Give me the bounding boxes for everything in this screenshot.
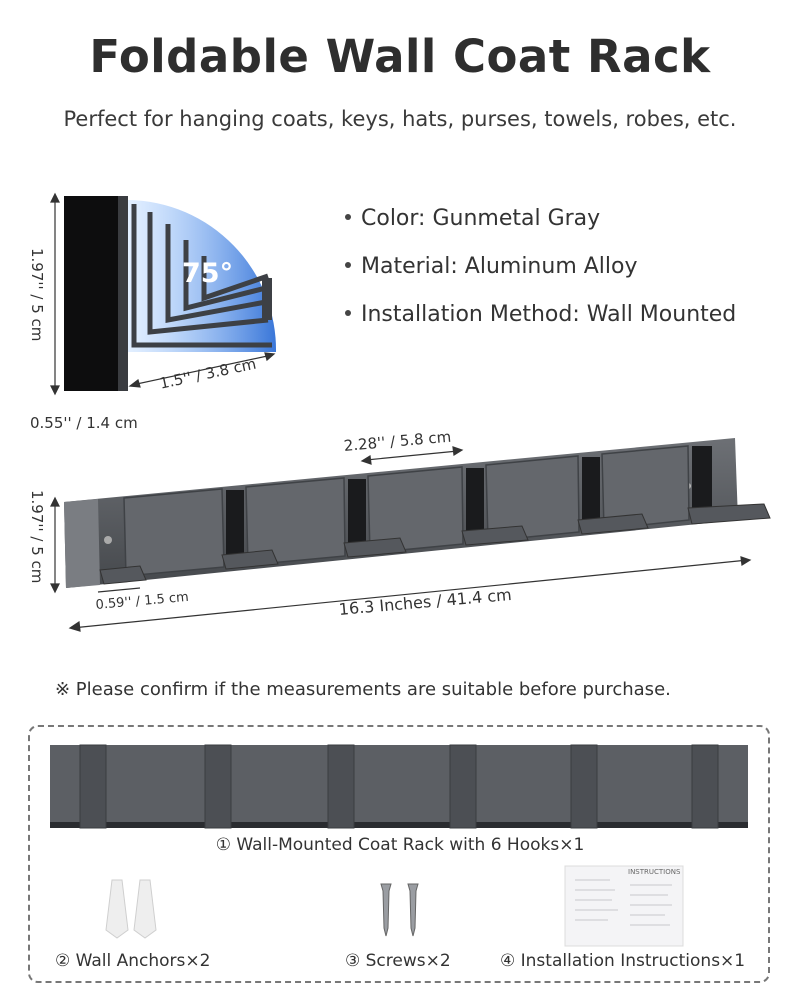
hook-length-label: 1.5'' / 3.8 cm <box>158 354 258 393</box>
instructions-sheet-title: INSTRUCTIONS <box>628 868 681 876</box>
angle-label: 75° <box>182 258 234 289</box>
screw-1 <box>381 884 391 936</box>
side-height-label: 1.97'' / 5 cm <box>28 248 46 342</box>
spec-installation: Installation Method: Wall Mounted <box>345 302 736 327</box>
instructions-sheet <box>565 866 683 946</box>
package-item-rack: ① Wall-Mounted Coat Rack with 6 Hooks×1 <box>215 835 585 855</box>
page-title: Foldable Wall Coat Rack <box>89 30 711 83</box>
package-item-anchors: ② Wall Anchors×2 <box>55 951 211 971</box>
hook-width-label: 0.59'' / 1.5 cm <box>95 589 190 613</box>
measurement-note: ※ Please confirm if the measurements are suitable before purchase. <box>55 679 671 700</box>
total-length-label: 16.3 Inches / 41.4 cm <box>338 584 513 619</box>
hook-spacing-label: 2.28'' / 5.8 cm <box>343 427 452 455</box>
front-height-label: 1.97'' / 5 cm <box>28 490 46 584</box>
package-item-screws: ③ Screws×2 <box>345 951 451 971</box>
wall-anchor-2 <box>134 880 156 938</box>
screw-2 <box>408 884 418 936</box>
depth-label: 0.55'' / 1.4 cm <box>30 414 138 432</box>
page-subtitle: Perfect for hanging coats, keys, hats, purses, towels, robes, etc. <box>63 107 737 131</box>
spec-color: Color: Gunmetal Gray <box>345 206 600 231</box>
package-item-instructions: ④ Installation Instructions×1 <box>500 951 746 971</box>
spec-material: Material: Aluminum Alloy <box>345 254 638 279</box>
wall-anchor-1 <box>106 880 128 938</box>
